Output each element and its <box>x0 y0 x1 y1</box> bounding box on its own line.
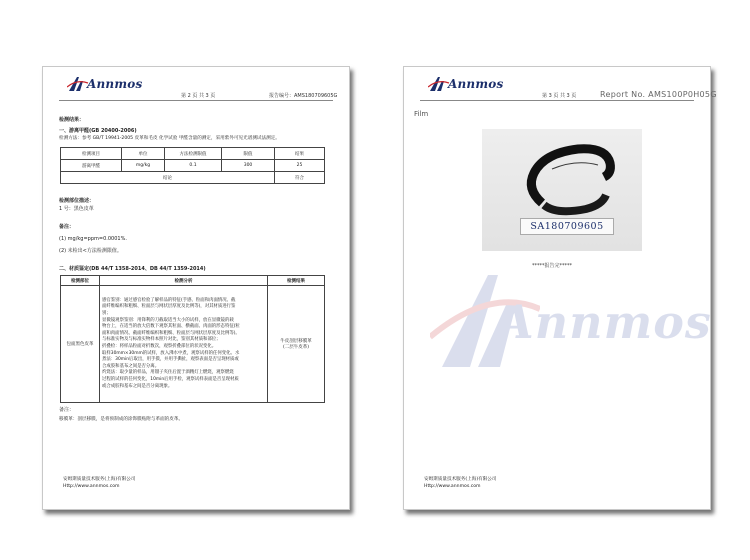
sample-part: 包面黑色皮革 <box>61 286 100 403</box>
formaldehyde-table <box>60 147 325 184</box>
analysis-line: 取样30mm×30mm的试样，放入沸水中煮，观察试样的任何变化。水 <box>102 350 240 356</box>
note-1: (1) mg/kg=ppm=0.0001%. <box>59 236 127 242</box>
analysis-line: 面纤维编织和粗细、粒面层与网状层厚度及比例等)，对其材质进行鉴 <box>102 304 236 310</box>
analysis-line: 别； <box>102 311 111 317</box>
annmos-logo-mark-icon <box>67 75 89 93</box>
section-title: 检测结果： <box>59 117 85 123</box>
analysis-line: 过程的试样的任何变化，10min后用手检，观察试样表面是否呈现材质 <box>102 376 239 382</box>
analysis-text <box>100 286 268 403</box>
table-cell: 25 <box>275 160 325 172</box>
annmos-logo <box>428 75 503 93</box>
analysis-line: 灼烧法：取少量的样品，用镊子夹住后置于酒精灯上燃烧，观察燃烧 <box>102 370 234 376</box>
footer-company: 安姆斯质量技术服务(上海)有限公司 <box>424 477 497 482</box>
sample-photo <box>482 129 642 251</box>
watermark <box>430 257 712 377</box>
analysis-line: 煮法：30min后取出，用手摸，并用手撕扯，观察表面是否呈现材质或 <box>102 357 239 363</box>
report-number: Report No. AMS100P0H05G <box>600 90 717 99</box>
report-end-text: *****报告完***** <box>532 263 573 269</box>
part-description: 1 号：黑色皮革 <box>59 206 94 212</box>
footer <box>63 477 136 490</box>
remarks-title: 备注： <box>59 407 75 413</box>
table-header: 检测部位 <box>61 276 100 286</box>
header-divider <box>420 100 694 101</box>
material-table <box>60 275 325 403</box>
table-header: 限值 <box>222 148 275 160</box>
table-cell: 游离甲醛 <box>61 160 122 172</box>
conclusion-label: 结论 <box>61 172 275 184</box>
table-cell: 300 <box>222 160 275 172</box>
note-2: (2) 未检出<方法检测限值。 <box>59 248 122 254</box>
table-cell: 0.1 <box>165 160 222 172</box>
header-divider <box>59 100 333 101</box>
report-page-2 <box>42 66 350 510</box>
page-number: 第 2 页 共 3 页 <box>181 93 216 99</box>
page-number: 第 3 页 共 3 页 <box>542 93 577 99</box>
remarks-text: 移膜革：剖层移膜，是将预制成的涂饰膜贴附与革面的皮革。 <box>59 417 184 422</box>
footer-url: Http://www.annmos.com <box>63 483 120 489</box>
notes-title: 备注： <box>59 224 75 230</box>
table-header: 检测结果 <box>268 276 325 286</box>
analysis-line: 合成胶和基布之间是否分离。 <box>102 363 160 369</box>
analysis-line: 或合成胶和基布之间是否分离现象。 <box>102 383 173 389</box>
table-header: 检测项目 <box>61 148 122 160</box>
report-page-3 <box>403 66 717 510</box>
part-title: 检测部位描述： <box>59 198 95 204</box>
test-method: 检测方法：参考 GB/T 19941-2005 皮革和毛皮 化学试验 甲醛含量的测定，采用紫外可见光谱测试法测定。 <box>59 136 280 141</box>
analysis-line: 感官鉴别：通过感官检验了解样品的特征(手感、粒面和肉面情况、截 <box>102 297 236 303</box>
analysis-line: 与标准实物及与标准实物样本照片对比，鉴别其材质和部位； <box>102 337 221 343</box>
table-header: 单位 <box>122 148 165 160</box>
conclusion-value: 符合 <box>275 172 325 184</box>
table-header: 检测分析 <box>100 276 268 286</box>
annmos-logo-mark-icon <box>428 75 450 93</box>
table-cell: mg/kg <box>122 160 165 172</box>
analysis-line: 显微镜观察鉴别：用锋利的刀截取适当大小的试样，放在显微镜的载 <box>102 317 234 323</box>
watermark-text: Annmos <box>498 295 712 349</box>
test-result: 牛皮剖层移膜革 (二层牛皮革) <box>268 286 325 403</box>
footer-company: 安姆斯质量技术服务(上海)有限公司 <box>63 477 136 482</box>
sample-id-label: SA180709605 <box>520 218 614 235</box>
analysis-line: 折叠检：将样品粒面对折数次，观察折叠部位的状况变化。 <box>102 344 217 349</box>
annmos-logo <box>67 75 142 93</box>
film-label: Film <box>414 110 429 118</box>
table-header: 方法检测限值 <box>165 148 222 160</box>
analysis-line: 面和肉面情况、截面纤维编织和粗细、粒面层与网状层厚度及比例等)。 <box>102 330 240 336</box>
logo-text: Annmos <box>448 77 504 91</box>
footer-url: Http://www.annmos.com <box>424 483 481 489</box>
subsection-1-title: 一、游离甲醛(GB 20400-2006) <box>59 128 137 134</box>
footer <box>424 477 497 490</box>
analysis-line: 物台上，在适当的放大倍数下观察其粒面、横截面、肉面的形态特征(粒 <box>102 324 240 330</box>
watermark-mark-icon <box>430 257 540 377</box>
report-number: 报告编号：AMS180709605G <box>269 93 338 99</box>
logo-text: Annmos <box>87 77 143 91</box>
table-header: 结果 <box>275 148 325 160</box>
subsection-2-title: 二、材质鉴定(DB 44/T 1358-2014、DB 44/T 1359-2014) <box>59 266 206 272</box>
